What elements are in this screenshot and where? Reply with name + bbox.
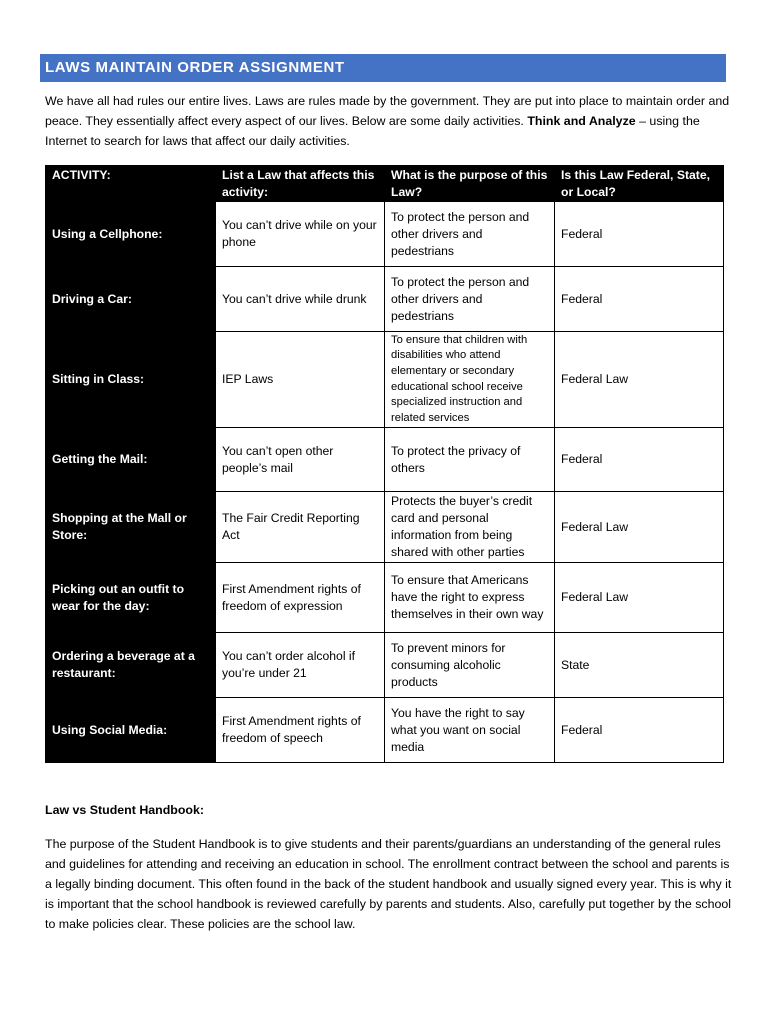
law-cell: First Amendment rights of freedom of speech [216,698,385,763]
intro-bold: Think and Analyze [527,114,636,128]
level-cell: Federal Law [555,563,724,633]
table-row [46,267,724,332]
intro-paragraph [45,91,735,151]
level-cell: State [555,633,724,698]
header-level: Is this Law Federal, State, or Local? [555,166,724,202]
table-row [46,202,724,267]
purpose-cell: To protect the person and other drivers and pedestrians [385,267,555,332]
law-cell: First Amendment rights of freedom of expression [216,563,385,633]
header-law: List a Law that affects this activity: [216,166,385,202]
table-row [46,633,724,698]
activity-cell: Ordering a beverage at a restaurant: [46,633,216,698]
activity-cell: Driving a Car: [46,267,216,332]
purpose-cell: Protects the buyer’s credit card and personal information from being shared with other parties [385,492,555,563]
law-cell: The Fair Credit Reporting Act [216,492,385,563]
purpose-cell: To protect the privacy of others [385,428,555,492]
purpose-cell: To prevent minors for consuming alcoholic products [385,633,555,698]
table-row [46,492,724,563]
level-cell: Federal [555,428,724,492]
law-cell: You can’t open other people’s mail [216,428,385,492]
header-activity: ACTIVITY: [46,166,216,202]
law-cell: You can’t order alcohol if you’re under 21 [216,633,385,698]
law-cell: IEP Laws [216,332,385,428]
handbook-paragraph: The purpose of the Student Handbook is to give students and their parents/guardians an understanding of the general rules and guidelines for attending and receiving an education in school. The enrollment contract between the school and parents is a legally binding document. This often found in the back of the student handbook and usually signed every year. This is why it is important that the school handbook is reviewed carefully by parents and students. Also, carefully put together by the school to make policies clear. These policies are the school law. [45,837,732,931]
table-row [46,563,724,633]
activity-cell: Using a Cellphone: [46,202,216,267]
level-cell: Federal [555,202,724,267]
level-cell: Federal [555,267,724,332]
header-purpose: What is the purpose of this Law? [385,166,555,202]
laws-table [45,165,724,763]
activity-cell: Picking out an outfit to wear for the day: [46,563,216,633]
activity-cell: Shopping at the Mall or Store: [46,492,216,563]
purpose-cell: To protect the person and other drivers and pedestrians [385,202,555,267]
intro-tail: – using the Internet to search for laws that affect our daily activities. [45,114,700,148]
purpose-cell: To ensure that Americans have the right to express themselves in their own way [385,563,555,633]
level-cell: Federal Law [555,332,724,428]
purpose-cell: To ensure that children with disabilities who attend elementary or secondary educational school receive specialized instruction and related services [385,332,555,428]
law-cell: You can’t drive while on your phone [216,202,385,267]
table-header-row [46,166,724,202]
activity-cell: Using Social Media: [46,698,216,763]
intro-text: We have all had rules our entire lives. Laws are rules made by the government. They are put into place to maintain order and peace. They essentially affect every aspect of our lives. Below are some daily activities. [45,94,730,128]
activity-cell: Getting the Mail: [46,428,216,492]
table-row [46,428,724,492]
table-row [46,332,724,428]
law-cell: You can’t drive while drunk [216,267,385,332]
level-cell: Federal Law [555,492,724,563]
page-title: LAWS MAINTAIN ORDER ASSIGNMENT [40,54,726,82]
purpose-cell: You have the right to say what you want on social media [385,698,555,763]
table-row [46,698,724,763]
level-cell: Federal [555,698,724,763]
handbook-heading: Law vs Student Handbook: [45,803,205,817]
activity-cell: Sitting in Class: [46,332,216,428]
